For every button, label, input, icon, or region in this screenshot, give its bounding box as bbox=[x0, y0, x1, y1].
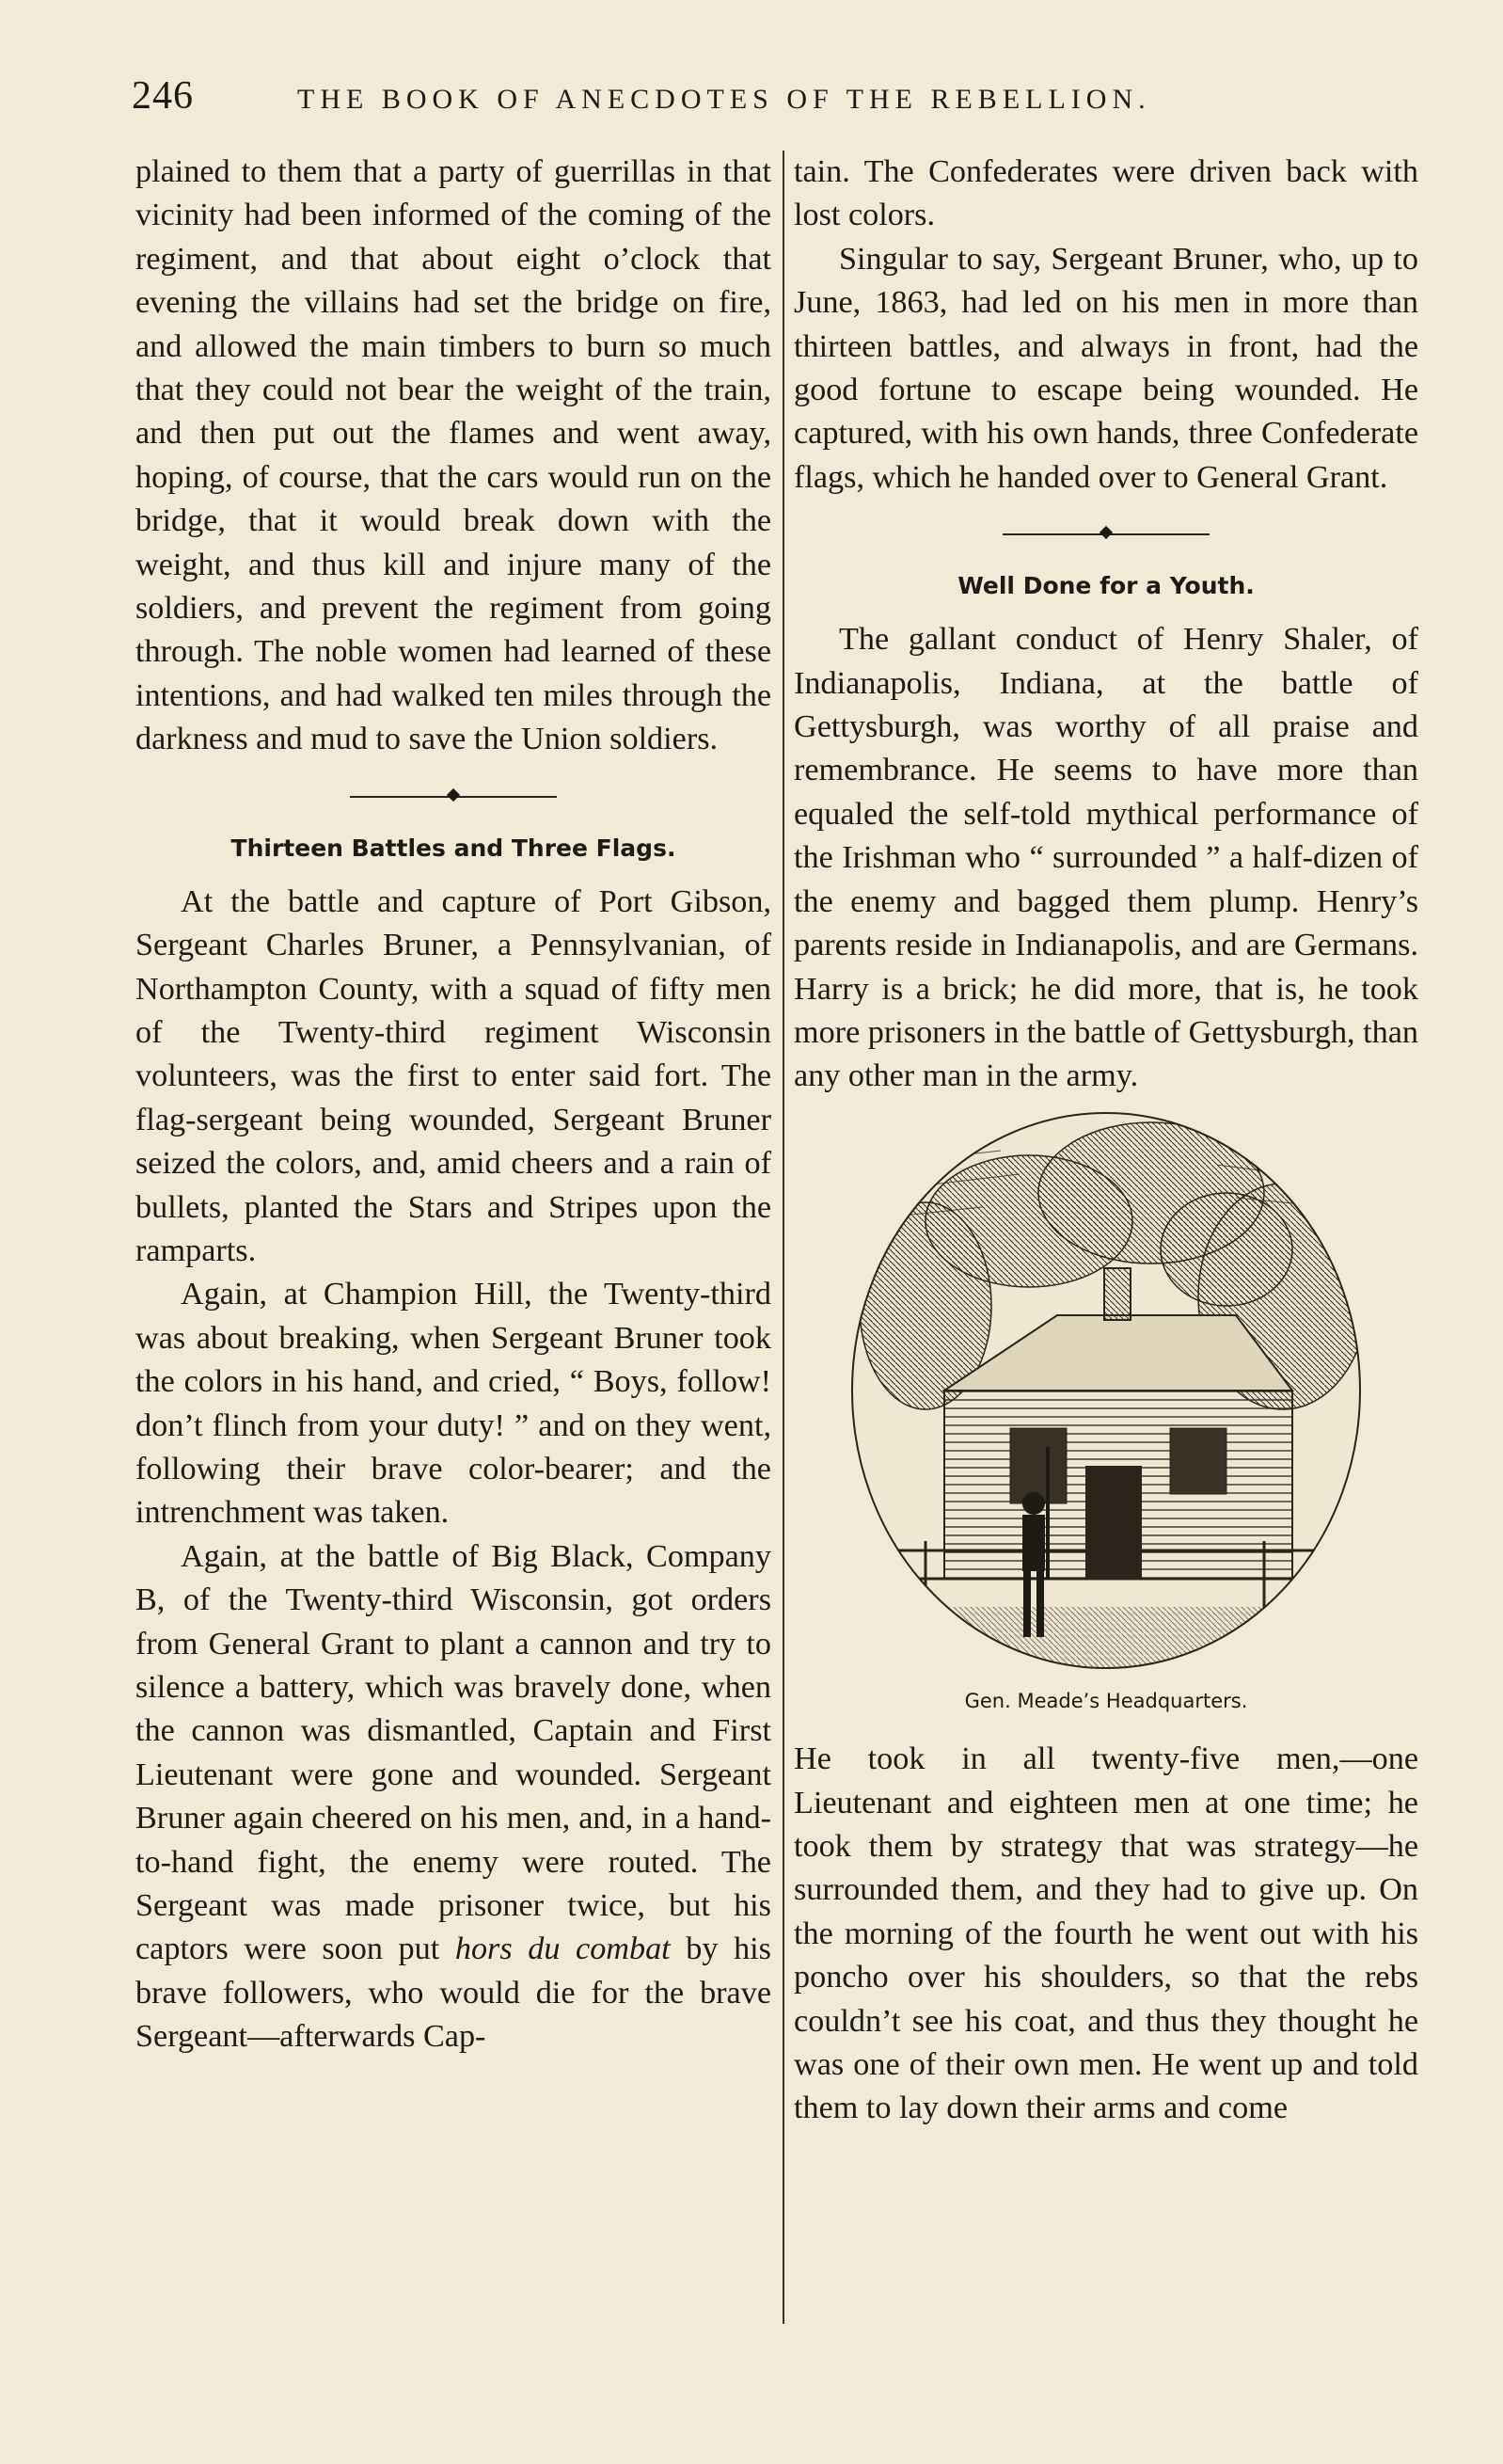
illustration-caption: Gen. Meade’s Headquarters. bbox=[964, 1690, 1248, 1713]
page-header bbox=[132, 73, 1279, 130]
italic-phrase: hors du combat bbox=[454, 1931, 671, 1967]
paragraph-text: by his brave followers, who would die for the brave Sergeant—afterwards Cap- bbox=[135, 1931, 771, 2055]
paragraph: tain. The Confederates were driven back with lost colors. bbox=[794, 154, 1418, 233]
section-title: Thirteen Battles and Three Flags. bbox=[230, 834, 676, 862]
column-divider bbox=[783, 151, 784, 2324]
paragraph-text: Again, at the battle of Big Black, Company B, of the Twenty-third Wisconsin, got orders from General Grant to plant a cannon and try to silence a battery, which was bravely done, when the cannon was dismantled, Captain and First Lieutenant were gone and wounded. Sergeant Bruner again cheered on his men, and, in a hand-to-hand fight, the enemy were routed. The Sergeant was made prisoner twice, but his captors were soon put bbox=[135, 1538, 771, 1967]
section-separator bbox=[1003, 518, 1210, 550]
paragraph: The gallant conduct of Henry Shaler, of Indianapolis, Indiana, at the battle of Gettysburgh, was worthy of all praise and remembrance. He seems to have more than equaled the self-told mythical performance of the Irishman who “ surrounded ” a half-dizen of the enemy and bagged them plump. Henry’s parents reside in Indianapolis, and are Germans. Harry is a brick; he did more, that is, he took more prisoners in the battle of Gettysburgh, than any other man in the army. bbox=[794, 622, 1418, 1094]
paragraph bbox=[135, 1535, 771, 2059]
left-column bbox=[135, 151, 771, 2059]
page-number: 246 bbox=[132, 74, 194, 118]
paragraph: Singular to say, Sergeant Bruner, who, up to June, 1863, had led on his men in more than thirteen battles, and always in front, had the good fortune to escape being wounded. He captured, with his own hands, three Confederate flags, which he handed over to General Grant. bbox=[794, 241, 1418, 495]
running-title: THE BOOK OF ANECDOTES OF THE REBELLION. bbox=[297, 84, 1151, 115]
paragraph: plained to them that a party of guerrillas in that vicinity had been informed of the coming of the regiment, and that about eight o’clock that evening the villains had set the bridge on fire, and allowed the main timbers to burn so much that they could not bear the weight of the train, and then put out the flames and went away, hoping, of course, that the cars would run on the bridge, that it would break down with the weight, and thus kill and injure many of the soldiers, and prevent the regiment from going through. The noble women had learned of these intentions, and had walked ten miles through the darkness and mud to save the Union soldiers. bbox=[135, 154, 771, 757]
headquarters-engraving bbox=[794, 1108, 1418, 1669]
section-separator bbox=[350, 781, 557, 813]
paragraph: He took in all twenty-five men,—one Lieutenant and eighteen men at one time; he took them by strategy that was strategy—he surrounded them, and they had to give up. On the morning of the fourth he went out with his poncho over his shoulders, so that the rebs couldn’t see his coat, and thus they thought he was one of their own men. He went up and told them to lay down their arms and come bbox=[794, 1741, 1418, 2126]
paragraph: Again, at Champion Hill, the Twenty-third was about breaking, when Sergeant Bruner took the colors in his hand, and cried, “ Boys, follow! don’t flinch from your duty! ” and on they went, following their brave color-bearer; and the intrenchment was taken. bbox=[135, 1277, 771, 1531]
paragraph: At the battle and capture of Port Gibson, Sergeant Charles Bruner, a Pennsylvanian, of Northampton County, with a squad of fifty men of the Twenty-third regiment Wisconsin volunteers, was the first to enter said fort. The flag-sergeant being wounded, Sergeant Bruner seized the colors, and, amid cheers and a rain of bullets, planted the Stars and Stripes upon the ramparts. bbox=[135, 883, 771, 1268]
right-column bbox=[794, 151, 1418, 2131]
section-title: Well Done for a Youth. bbox=[957, 572, 1255, 600]
